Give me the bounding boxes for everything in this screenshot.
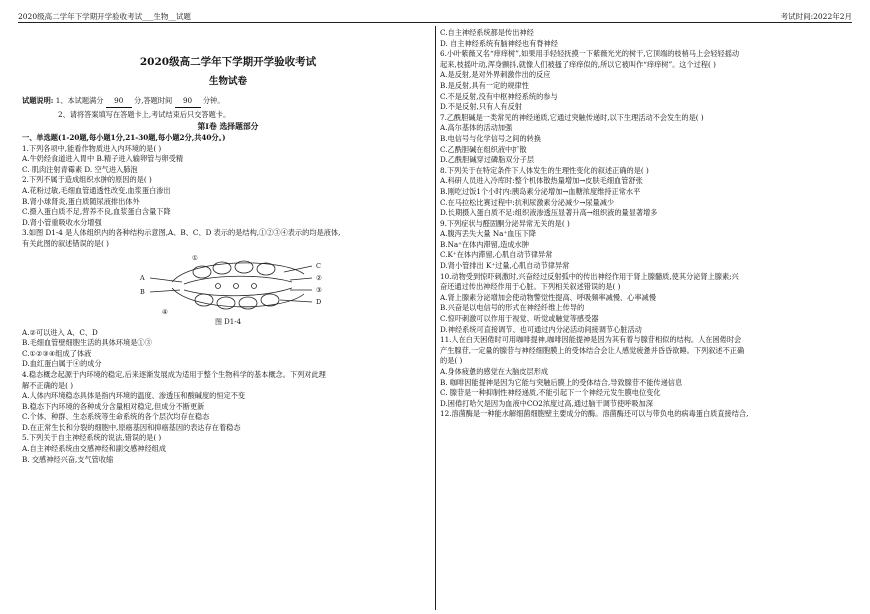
- section-heading: 一、单选题(1-20题,每小题1分,21-30题,每小题2分,共40分。): [22, 133, 226, 142]
- text-line: 2.下列不属于造成组织水肿的原因的是( ): [22, 175, 152, 185]
- page-header: [18, 6, 852, 23]
- tissue-diagram: [22, 252, 434, 316]
- figure-caption: 图 D1-4: [214, 317, 242, 326]
- figure-label-c: C: [316, 261, 321, 270]
- figure-label-d: D: [316, 297, 322, 306]
- text-line: A.肾上腺素分泌增加会使动物警觉性提高、呼吸频率减慢、心率减慢: [440, 292, 656, 302]
- header-left: 2020级高二学年下学期开学验收考试___生物__试题: [18, 12, 191, 21]
- text-line: C.在马拉松比赛过程中:抗利尿激素分泌减少→尿量减少: [440, 197, 615, 207]
- figure-label-1: ①: [192, 253, 198, 262]
- text-line: D.乙酰胆碱穿过磷脂双分子层: [440, 155, 535, 165]
- tissue-figure: [22, 252, 434, 316]
- text-line: B.电信号与化学信号之间的转换: [440, 133, 542, 143]
- text-line: D.肾小管排出 K⁺过量,心肌自动节律异常: [440, 261, 570, 271]
- text-line: D.困倦打哈欠是因为血液中CO2浓度过高,通过脑干调节使呼吸加深: [440, 398, 653, 408]
- text-line: D.神经系统可直接调节、也可通过内分泌活动间接调节心脏活动: [440, 324, 642, 334]
- text-line: D.肾小管重吸收水分增强: [22, 217, 102, 227]
- text-line: 9.下列症状与醛固酮分泌异常无关的是( ): [440, 218, 570, 228]
- text-line: A.高尔基体的活动加强: [440, 123, 513, 133]
- text-line: 5.下列关于自主神经系统的说法,错误的是( ): [22, 433, 162, 443]
- right-column: [440, 28, 852, 420]
- figure-label-b: B: [140, 287, 145, 296]
- text-line: 解不正确的是( ): [22, 380, 74, 390]
- header-right: 考试时间:2022年2月: [780, 12, 852, 21]
- text-line: A.身体疲惫的感觉在大脑皮层形成: [440, 367, 549, 376]
- exam-title: 2020级高二学年下学期开学验收考试: [139, 56, 317, 68]
- text-line: C.自主神经系统都是传出神经: [440, 28, 534, 37]
- text-line: C.摄入蛋白质不足,营养不良,血浆蛋白含量下降: [22, 207, 171, 217]
- question-block-1-3: [22, 144, 434, 250]
- text-line: 有关此图的叙述错误的是( ): [22, 238, 109, 248]
- text-line: C.①②③④组成了体液: [22, 348, 92, 358]
- text-line: A.花粉过敏,毛细血管通透性改变,血浆蛋白渗出: [22, 185, 171, 195]
- instructions-line-2: 2、请将答案填写在答题卡上,考试结束后只交答题卡。: [58, 110, 231, 119]
- text-line: C.惊吓刺激可以作用于视觉、听觉或触觉等感受器: [440, 314, 599, 324]
- text-line: B. 交感神经兴奋,支气管收缩: [22, 454, 114, 464]
- text-line: A.人体内环境稳态具体是指内环境的温度、渗透压和酸碱度的恒定不变: [22, 391, 246, 401]
- text-line: 6.小叶紫薇又名“痒痒树”,如果用手轻轻抚摸一下紫薇光光的树干,它顶端的枝梢马上会轻轻摇动: [440, 49, 740, 59]
- time-value: 90: [175, 94, 201, 108]
- instructions-line-1: [22, 94, 434, 108]
- text-line: B.兴奋是以电信号的形式在神经纤维上传导的: [440, 303, 585, 313]
- score-value: 90: [106, 94, 132, 108]
- text-line: D.不是反射,只有人有反射: [440, 102, 522, 112]
- text-line: A.自主神经系统由交感神经和副交感神经组成: [22, 444, 167, 454]
- text-line: 4.稳态概念起源于内环境的稳定,后来逐渐发展成为适用于整个生物科学的基本概念。下列对此理: [22, 369, 326, 379]
- text-line: C. 腺苷是一种抑制性神经递质,不能引起下一个神经元发生膜电位变化: [440, 388, 661, 398]
- text-line: C.K⁺在体内滞留,心肌自动节律异常: [440, 250, 553, 260]
- text-line: D.长期摄入蛋白质不足:组织液渗透压显著升高→组织液的量显著增多: [440, 208, 658, 218]
- column-divider: [435, 26, 436, 610]
- text-line: B.肾小球肾炎,蛋白质随尿液排出体外: [22, 196, 140, 206]
- figure-label-2: ②: [316, 273, 322, 282]
- text-line: C.不是反射,没有中枢神经系统的参与: [440, 91, 558, 101]
- text-line: B.毛细血管壁细胞生活的具体环境是①③: [22, 338, 152, 348]
- instructions: [22, 94, 434, 121]
- text-line: D.在正常生长和分裂的细胞中,原癌基因和抑癌基因的表达存在着稳态: [22, 422, 241, 432]
- figure-label-3: ③: [316, 285, 322, 294]
- text-line: A.牛奶经食道进入胃中 B.精子进入输卵管与卵受精: [22, 154, 184, 164]
- text-line: B. 咖啡因能提神是因为它能与突触后膜上的受体结合,导致腺苷不能传递信息: [440, 377, 683, 387]
- left-column: [22, 28, 434, 465]
- text-line: C. 肌肉注射青霉素 D. 空气进入肺泡: [22, 164, 138, 174]
- text-line: 起来,枝摇叶动,浑身颤抖,就像人们被搔了痒痒似的,所以它被叫作“痒痒树”。这个过程( ): [440, 59, 716, 69]
- text-line: 1.下列各项中,能看作物质进入内环境的是( ): [22, 143, 162, 153]
- text-line: D. 自主神经系统有脑神经也有脊神经: [440, 38, 558, 48]
- instructions-text-b: 分,答题时间: [134, 96, 173, 105]
- text-line: B.Na⁺在体内滞留,造成水肿: [440, 239, 529, 249]
- text-line: D.血红蛋白属于④的成分: [22, 359, 102, 369]
- text-line: 8.下列关于在特定条件下人体发生的生理性变化的叙述正确的是( ): [440, 165, 649, 175]
- exam-subtitle: 生物试卷: [208, 76, 247, 87]
- instructions-text-c: 分钟。: [202, 96, 225, 105]
- text-line: 产生腺苷,一定量的腺苷与神经细胞膜上的受体结合会让人感觉疲惫并昏昏欲睡。下列叙述不正确: [440, 345, 745, 355]
- text-line: B.刚吃过饭1个小时内:胰岛素分泌增加→血糖浓度维持正常水平: [440, 186, 641, 196]
- figure-label-a: A: [140, 273, 145, 282]
- text-line: 3.如图 D1-4 是人体组织内的各种结构示意图,A、B、C、D 表示的是结构,①②③④表示的均是液体,: [22, 228, 341, 238]
- text-line: 12.溶菌酶是一种能水解细菌细胞壁主要成分的酶。溶菌酶还可以与带负电的病毒蛋白质直接结合,: [440, 409, 749, 419]
- text-line: A.是反射,是对外界刺激作出的反应: [440, 70, 551, 80]
- text-line: C.乙酰胆碱在组织液中扩散: [440, 144, 527, 154]
- text-line: B.是反射,具有一定的规律性: [440, 80, 529, 90]
- text-line: A.科研人员进入冷库时:整个机体散热量增加→皮肤毛细血管舒张: [440, 176, 643, 186]
- text-line: B.稳态下内环境的各种成分含量相对稳定,但成分不断更新: [22, 401, 205, 411]
- figure-label-4: ④: [162, 307, 168, 316]
- text-line: 奋还通过传出神经作用于心脏。下列相关叙述错误的是( ): [440, 282, 621, 292]
- question-block-3-5: [22, 328, 434, 466]
- part-heading: 第Ⅰ卷 选择题部分: [197, 122, 259, 131]
- text-line: 的是( ): [440, 356, 463, 366]
- text-line: A.腹泻丢失大量 Na⁺血压下降: [440, 229, 537, 239]
- text-line: C.个体、种群、生态系统等生命系统的各个层次均存在稳态: [22, 412, 210, 422]
- instructions-label: 试题说明:: [22, 96, 54, 105]
- text-line: 11.人在白天困倦时可用咖啡提神,咖啡因能提神是因为其有着与腺苷相似的结构。人在困倦时会: [440, 335, 742, 345]
- text-line: A.②可以进入 A、C、D: [22, 327, 98, 337]
- text-line: 10.动物受到惊吓刺激时,兴奋经过反射弧中的传出神经作用于肾上腺髓质,使其分泌肾上腺素;兴: [440, 271, 739, 281]
- instructions-text-a: 1、本试题满分: [55, 96, 104, 105]
- text-line: 7.乙酰胆碱是一类常见的神经递质,它通过突触传递时,以下生理活动不会发生的是( ): [440, 112, 704, 122]
